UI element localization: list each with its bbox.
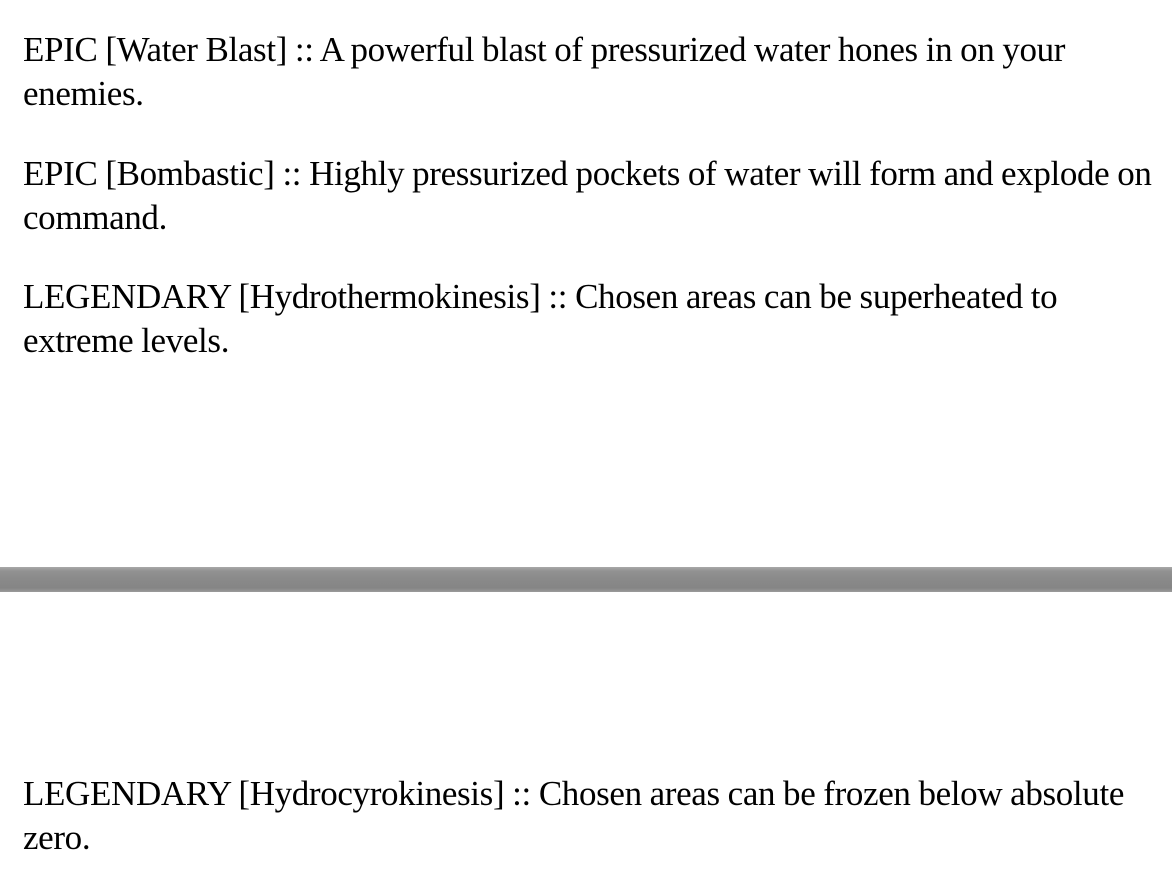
ability-name: [Bombastic] xyxy=(105,154,275,193)
ability-description: Chosen areas can be superheated to extreme levels. xyxy=(23,277,1058,360)
ability-separator: :: xyxy=(282,154,302,193)
ability-name: [Hydrocyrokinesis] xyxy=(238,774,505,813)
ability-rarity: EPIC xyxy=(23,154,98,193)
document-page-2 xyxy=(0,592,1172,878)
ability-name: [Water Blast] xyxy=(105,30,287,69)
ability-entry-bombastic xyxy=(23,152,1169,240)
ability-entry-hydrocyrokinesis xyxy=(23,772,1169,860)
page-break-divider xyxy=(0,567,1172,592)
ability-rarity: LEGENDARY xyxy=(23,774,231,813)
ability-entry-hydrothermokinesis xyxy=(23,275,1169,363)
ability-rarity: LEGENDARY xyxy=(23,277,231,316)
ability-description: A powerful blast of pressurized water hones in on your enemies. xyxy=(23,30,1066,113)
ability-name: [Hydrothermokinesis] xyxy=(238,277,541,316)
ability-separator: :: xyxy=(512,774,531,813)
ability-entry-water-blast xyxy=(23,28,1169,116)
ability-rarity: EPIC xyxy=(23,30,98,69)
ability-description: Highly pressurized pockets of water will form and explode on command. xyxy=(23,154,1152,237)
ability-separator: :: xyxy=(294,30,314,69)
ability-description: Chosen areas can be frozen below absolute zero. xyxy=(23,774,1124,857)
ability-separator: :: xyxy=(548,277,568,316)
